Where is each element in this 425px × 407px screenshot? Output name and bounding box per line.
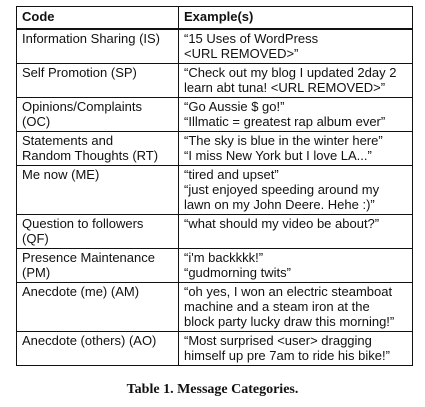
code-text: Anecdote (others) (AO) <box>22 333 157 348</box>
header-examples: Example(s) <box>179 7 413 30</box>
code-text: Presence Maintenance <box>22 250 155 265</box>
code-cell <box>17 332 179 366</box>
example-text: block party lucky draw this morning!” <box>184 314 395 329</box>
example-cell <box>179 215 413 249</box>
message-categories-table-wrapper <box>16 6 412 366</box>
table-row <box>17 332 413 366</box>
example-text: “tired and upset” <box>184 167 279 182</box>
code-text: (PM) <box>22 265 51 280</box>
code-cell <box>17 132 179 166</box>
example-text: “what should my video be about?” <box>184 216 380 231</box>
code-text: (OC) <box>22 114 51 129</box>
table-body <box>17 29 413 366</box>
example-text: himself up pre 7am to ride his bike!” <box>184 348 390 363</box>
example-text: “Check out my blog I updated 2day 2 <box>184 65 397 80</box>
example-text: lawn on my John Deere. Hehe :)” <box>184 197 375 212</box>
example-text: “i'm backkkk!” <box>184 250 264 265</box>
example-text: “The sky is blue in the winter here” <box>184 133 383 148</box>
code-text: Self Promotion (SP) <box>22 65 137 80</box>
table-header-row <box>17 7 413 30</box>
code-text: Statements and <box>22 133 114 148</box>
code-cell <box>17 29 179 64</box>
code-text: Me now (ME) <box>22 167 100 182</box>
example-cell <box>179 283 413 332</box>
example-cell <box>179 166 413 215</box>
code-text: Random Thoughts (RT) <box>22 148 159 163</box>
example-text: “Go Aussie $ go!” <box>184 99 285 114</box>
code-text: Anecdote (me) (AM) <box>22 284 140 299</box>
example-cell <box>179 332 413 366</box>
table-row <box>17 132 413 166</box>
table-row <box>17 249 413 283</box>
code-text: Question to followers <box>22 216 144 231</box>
code-text: Opinions/Complaints <box>22 99 142 114</box>
example-text: “just enjoyed speeding around my <box>184 182 380 197</box>
example-text: <URL REMOVED>” <box>184 46 299 61</box>
message-categories-table <box>16 6 413 366</box>
code-cell <box>17 215 179 249</box>
table-row <box>17 64 413 98</box>
code-text: Information Sharing (IS) <box>22 31 161 46</box>
table-row <box>17 283 413 332</box>
table-row <box>17 215 413 249</box>
code-cell <box>17 249 179 283</box>
code-cell <box>17 166 179 215</box>
example-cell <box>179 98 413 132</box>
example-text: “I miss New York but I love LA...” <box>184 148 372 163</box>
example-text: machine and a steam iron at the <box>184 299 370 314</box>
table-caption: Table 1. Message Categories. <box>126 382 299 397</box>
example-text: “Most surprised <user> dragging <box>184 333 372 348</box>
example-text: learn abt tuna! <URL REMOVED>” <box>184 80 386 95</box>
header-code: Code <box>17 7 179 30</box>
code-cell <box>17 98 179 132</box>
example-text: “oh yes, I won an electric steamboat <box>184 284 393 299</box>
example-text: “gudmorning twits” <box>184 265 291 280</box>
table-row <box>17 29 413 64</box>
example-text: “15 Uses of WordPress <box>184 31 319 46</box>
example-cell <box>179 249 413 283</box>
table-row <box>17 166 413 215</box>
example-cell <box>179 132 413 166</box>
code-cell <box>17 64 179 98</box>
example-text: “Illmatic = greatest rap album ever” <box>184 114 386 129</box>
table-row <box>17 98 413 132</box>
example-cell <box>179 29 413 64</box>
example-cell <box>179 64 413 98</box>
code-cell <box>17 283 179 332</box>
code-text: (QF) <box>22 231 49 246</box>
